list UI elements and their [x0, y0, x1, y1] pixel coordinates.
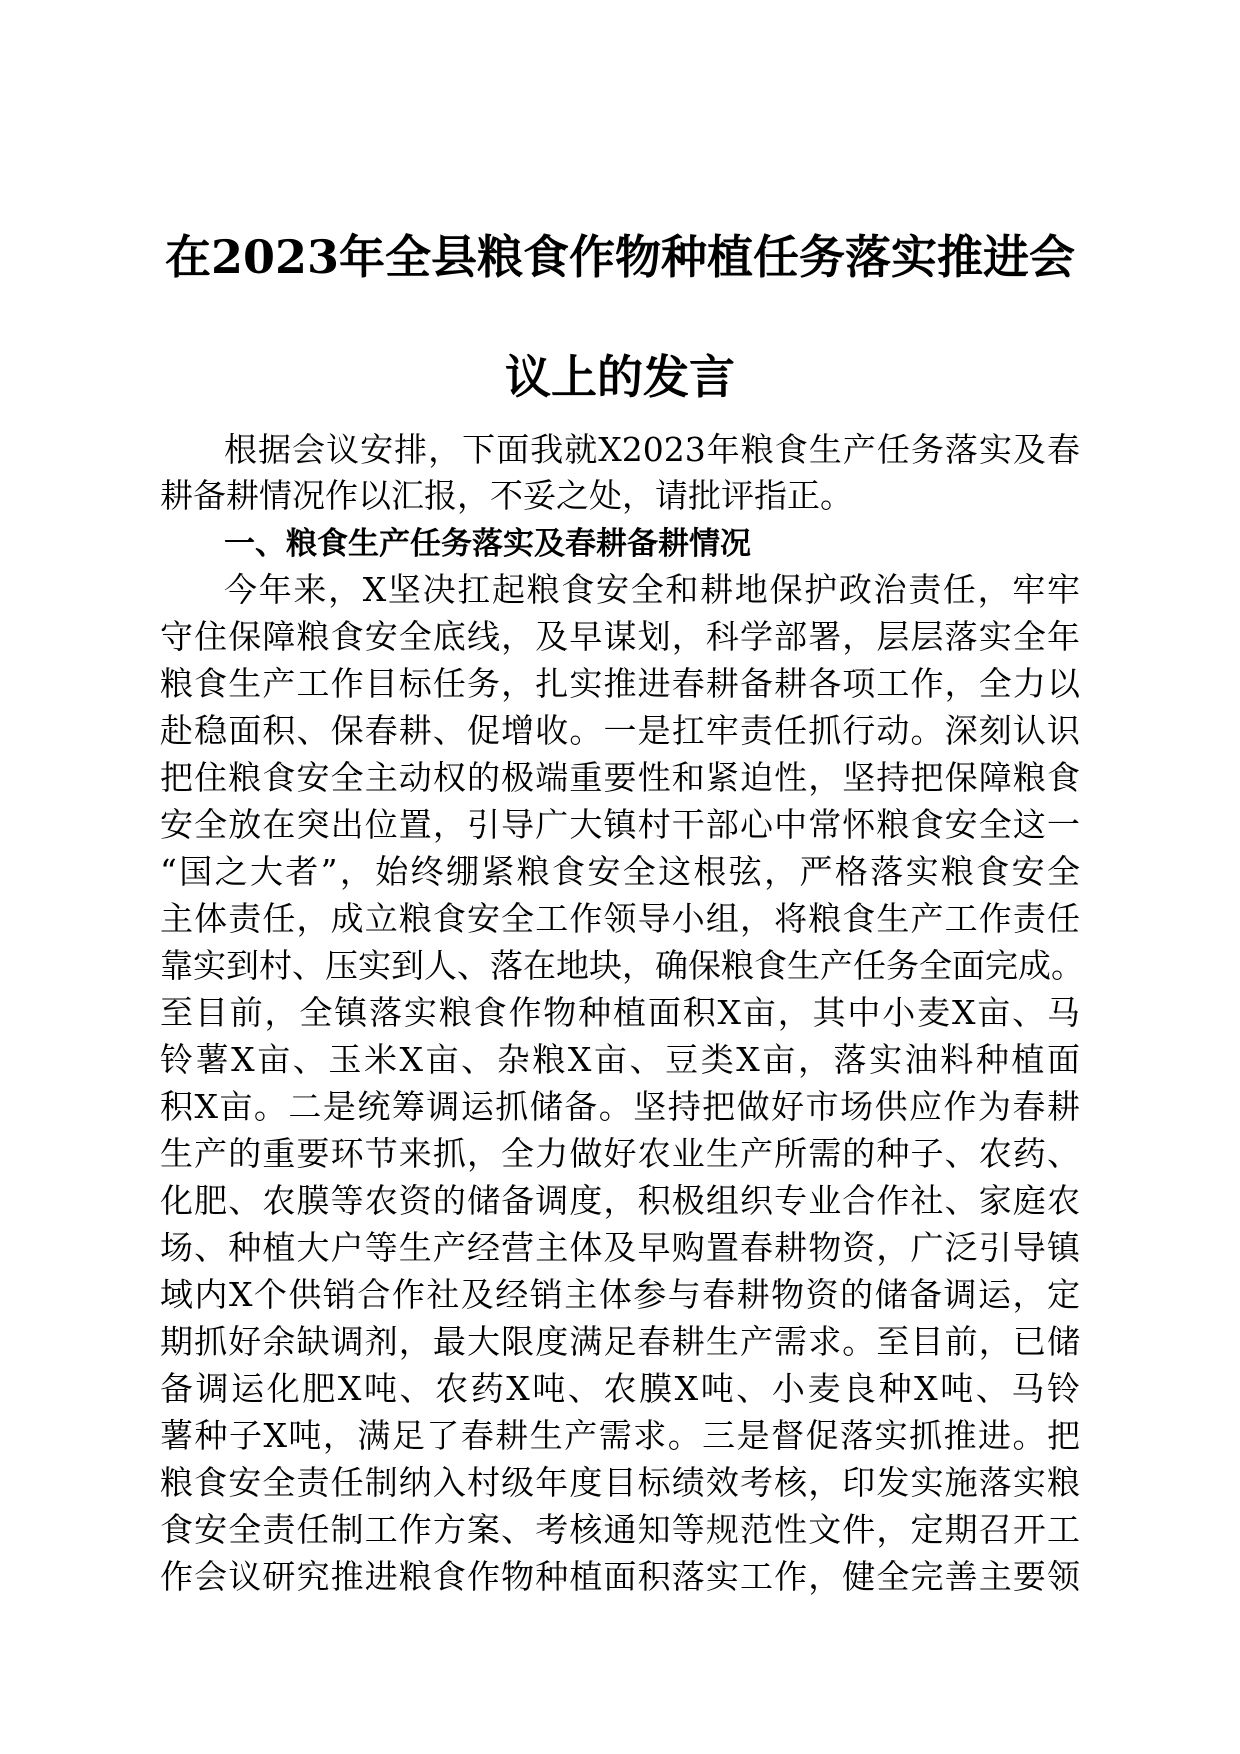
body-line: 今年来，X坚决扛起粮食安全和耕地保护政治责任，牢牢: [224, 570, 1080, 609]
body-line: 粮食安全责任制纳入村级年度目标绩效考核，印发实施落实粮: [160, 1463, 1080, 1502]
section-heading: 一、粮食生产任务落实及春耕备耕情况: [224, 526, 751, 562]
body-line: 化肥、农膜等农资的储备调度，积极组织专业合作社、家庭农: [160, 1181, 1080, 1220]
body-line: 食安全责任制工作方案、考核通知等规范性文件，定期召开工: [160, 1510, 1080, 1549]
body-line: 铃薯X亩、玉米X亩、杂粮X亩、豆类X亩，落实油料种植面: [160, 1040, 1080, 1079]
body-line: 薯种子X吨，满足了春耕生产需求。三是督促落实抓推进。把: [160, 1416, 1080, 1455]
body-line: 根据会议安排，下面我就X2023年粮食生产任务落实及春: [224, 430, 1080, 469]
document-title-line-1: 在2023年全县粮食作物种植任务落实推进会: [164, 230, 1076, 284]
body-line: “国之大者”，始终绷紧粮食安全这根弦，严格落实粮食安全: [160, 852, 1080, 891]
body-line: 期抓好余缺调剂，最大限度满足春耕生产需求。至目前，已储: [160, 1322, 1080, 1361]
body-line: 至目前，全镇落实粮食作物种植面积X亩，其中小麦X亩、马: [160, 993, 1080, 1032]
body-line: 粮食生产工作目标任务，扎实推进春耕备耕各项工作，全力以: [160, 664, 1080, 703]
body-line: 备调运化肥X吨、农药X吨、农膜X吨、小麦良种X吨、马铃: [160, 1369, 1080, 1408]
body-line: 赴稳面积、保春耕、促增收。一是扛牢责任抓行动。深刻认识: [160, 711, 1080, 750]
body-line: 靠实到村、压实到人、落在地块，确保粮食生产任务全面完成。: [160, 946, 1084, 985]
body-line: 作会议研究推进粮食作物种植面积落实工作，健全完善主要领: [160, 1557, 1080, 1596]
body-line: 生产的重要环节来抓，全力做好农业生产所需的种子、农药、: [160, 1134, 1080, 1173]
body-line: 安全放在突出位置，引导广大镇村干部心中常怀粮食安全这一: [160, 805, 1080, 844]
body-line: 把住粮食安全主动权的极端重要性和紧迫性，坚持把保障粮食: [160, 758, 1080, 797]
body-line: 主体责任，成立粮食安全工作领导小组，将粮食生产工作责任: [160, 899, 1080, 938]
document-title-line-2: 议上的发言: [505, 350, 735, 404]
body-line: 守住保障粮食安全底线，及早谋划，科学部署，层层落实全年: [160, 617, 1080, 656]
body-line: 耕备耕情况作以汇报，不妥之处，请批评指正。: [160, 476, 853, 515]
body-line: 域内X个供销合作社及经销主体参与春耕物资的储备调运，定: [160, 1275, 1080, 1314]
body-line: 场、种植大户等生产经营主体及早购置春耕物资，广泛引导镇: [160, 1228, 1080, 1267]
body-line: 积X亩。二是统筹调运抓储备。坚持把做好市场供应作为春耕: [160, 1087, 1080, 1126]
